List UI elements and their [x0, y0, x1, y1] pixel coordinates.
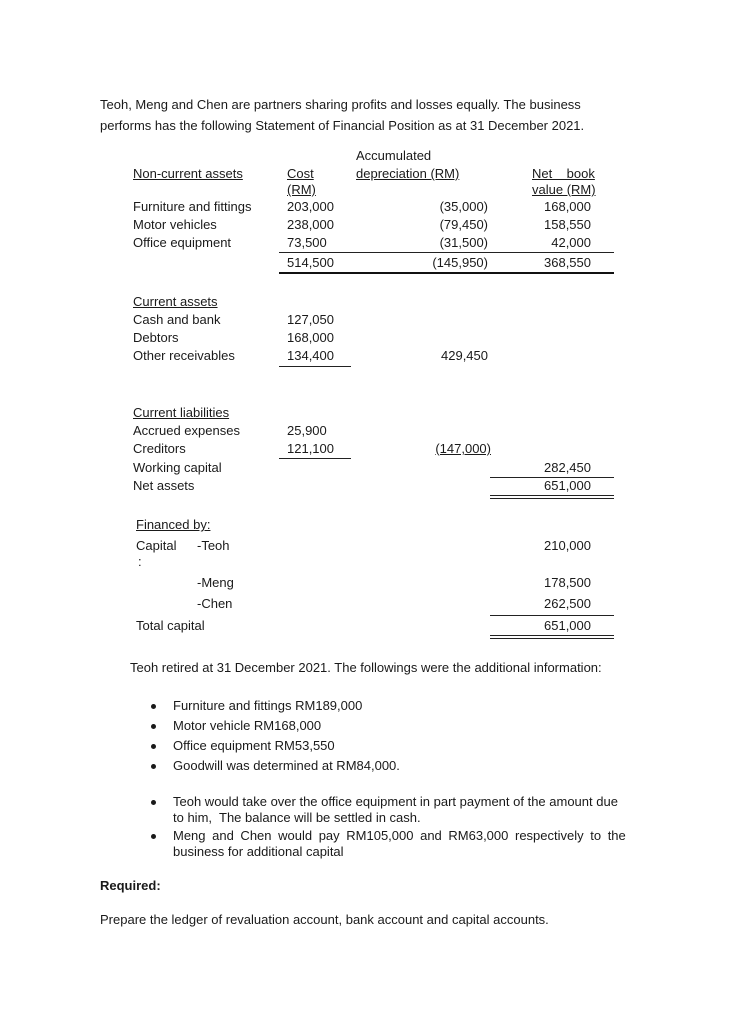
current-asset-value: 127,050	[287, 312, 334, 327]
list-item-line: Meng and Chen would pay RM105,000 and RM63,000 respectively to the	[173, 828, 626, 843]
header-net-book: Net book	[532, 166, 595, 181]
current-asset-label: Debtors	[133, 330, 179, 345]
net-assets-rule-2	[490, 498, 614, 499]
current-liabilities-total: (147,000)	[435, 441, 491, 456]
total-rule	[279, 272, 614, 274]
current-asset-value: 134,400	[287, 348, 334, 363]
ncasset-label: Furniture and fittings	[133, 199, 252, 214]
total-capital-value: 651,000	[544, 618, 591, 633]
intro-line-2: performs has the following Statement of Financial Position as at 31 December 2021.	[100, 118, 585, 133]
capital-subtotal-rule	[490, 615, 614, 616]
bullet-icon	[151, 704, 156, 709]
list-item-line: business for additional capital	[173, 844, 344, 859]
ncasset-cost: 238,000	[287, 217, 334, 232]
list-item: Furniture and fittings RM189,000	[173, 698, 363, 713]
list-item-line: to him, The balance will be settled in cash.	[173, 810, 421, 825]
header-cost-rm: (RM)	[287, 182, 316, 197]
partner-capital: 262,500	[544, 596, 591, 611]
ncasset-nbv: 42,000	[551, 235, 591, 250]
current-assets-heading: Current assets	[133, 294, 218, 309]
ncasset-label: Office equipment	[133, 235, 232, 250]
ncasset-dep: (31,500)	[439, 235, 488, 250]
financed-heading: Financed by:	[136, 517, 211, 532]
current-liability-label: Accrued expenses	[133, 423, 240, 438]
current-liabilities-heading: Current liabilities	[133, 405, 230, 420]
net-assets-value: 651,000	[544, 478, 591, 493]
net-assets-rule-1	[490, 495, 614, 496]
capital-label: Capital	[136, 538, 177, 553]
total-capital-label: Total capital	[136, 618, 205, 633]
ncasset-cost: 73,500	[287, 235, 327, 250]
bullet-icon	[151, 724, 156, 729]
current-asset-label: Cash and bank	[133, 312, 221, 327]
header-value-rm: value (RM)	[532, 182, 596, 197]
ncasset-dep: (35,000)	[439, 199, 488, 214]
partner-capital: 210,000	[544, 538, 591, 553]
bullet-icon	[151, 800, 156, 805]
subtotal-rule	[279, 252, 614, 253]
required-heading: Required:	[100, 878, 161, 893]
ncasset-total-nbv: 368,550	[544, 255, 591, 270]
partner-name: -Chen	[197, 596, 233, 611]
working-capital-label: Working capital	[133, 460, 222, 475]
current-assets-total: 429,450	[441, 348, 488, 363]
partner-name: -Teoh	[197, 538, 230, 553]
current-asset-value: 168,000	[287, 330, 334, 345]
total-capital-rule-2	[490, 638, 614, 639]
ncasset-label: Motor vehicles	[133, 217, 217, 232]
header-cost: Cost	[287, 166, 314, 181]
ncasset-total-dep: (145,950)	[432, 255, 488, 270]
list-item: Motor vehicle RM168,000	[173, 718, 322, 733]
ncasset-total-cost: 514,500	[287, 255, 334, 270]
bullet-icon	[151, 764, 156, 769]
net-assets-label: Net assets	[133, 478, 195, 493]
ncasset-nbv: 168,000	[544, 199, 591, 214]
current-liability-value: 25,900	[287, 423, 327, 438]
list-item-line: Teoh would take over the office equipment in part payment of the amount due	[173, 794, 618, 809]
partner-name: -Meng	[197, 575, 234, 590]
intro-line-1: Teoh, Meng and Chen are partners sharing profits and losses equally. The business	[100, 97, 581, 112]
current-liability-label: Creditors	[133, 441, 186, 456]
capital-colon: :	[138, 554, 142, 569]
retire-text: Teoh retired at 31 December 2021. The followings were the additional information:	[130, 660, 602, 675]
current-liabilities-rule	[279, 458, 351, 459]
bullet-icon	[151, 744, 156, 749]
ncasset-nbv: 158,550	[544, 217, 591, 232]
ncasset-dep: (79,450)	[439, 217, 488, 232]
current-liability-value: 121,100	[287, 441, 334, 456]
ncasset-cost: 203,000	[287, 199, 334, 214]
current-asset-label: Other receivables	[133, 348, 235, 363]
partner-capital: 178,500	[544, 575, 591, 590]
current-assets-rule	[279, 366, 351, 367]
header-accumulated: Accumulated	[356, 148, 432, 163]
header-depreciation: depreciation (RM)	[356, 166, 460, 181]
list-item: Goodwill was determined at RM84,000.	[173, 758, 400, 773]
bullet-icon	[151, 834, 156, 839]
total-capital-rule-1	[490, 635, 614, 636]
working-capital-value: 282,450	[544, 460, 591, 475]
list-item: Office equipment RM53,550	[173, 738, 335, 753]
required-text: Prepare the ledger of revaluation account, bank account and capital accounts.	[100, 912, 549, 927]
header-non-current-assets: Non-current assets	[133, 166, 243, 181]
